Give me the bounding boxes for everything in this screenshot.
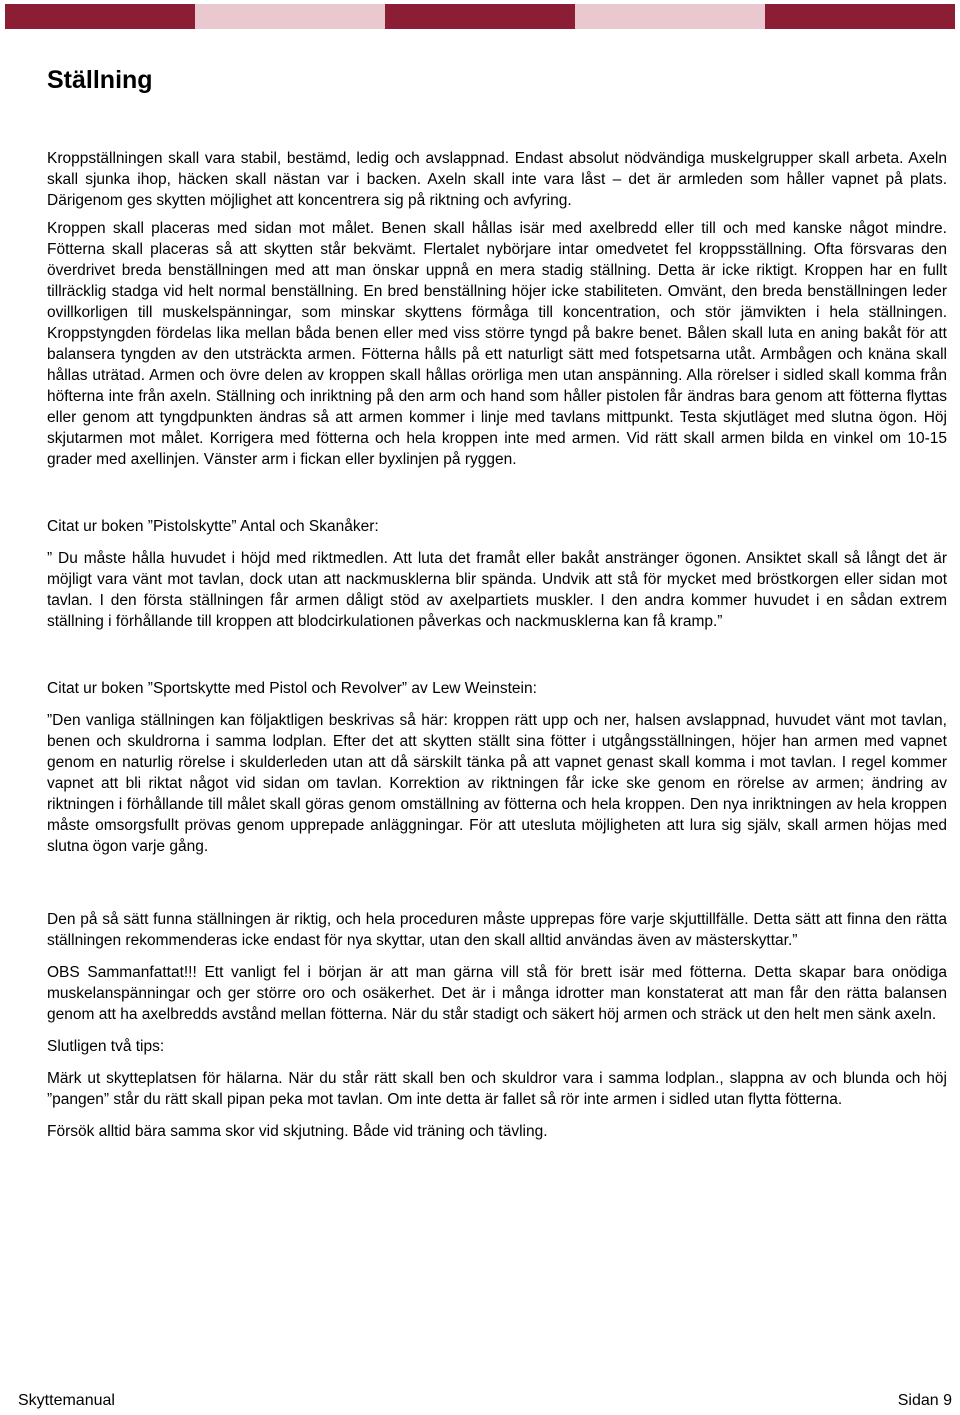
header-band-segment <box>765 4 955 29</box>
tips-heading: Slutligen två tips: <box>47 1038 165 1055</box>
paragraph-body-position: Kroppen skall placeras med sidan mot målet. Benen skall hållas isär med axelbredd eller till och med kanske något mindre. Fötterna skall placeras så att skytten står bekvämt. Flertalet nybörjare intar omedvetet fel kroppsställning. Ofta försvaras den överdrivet breda benställningen med att man önskar uppnå en mera stadig ställning. Detta är icke riktigt. Kroppen har en fullt tillräcklig stadga vid helt normal benställning. En bred benställning höjer icke stabiliteten. Omvänt, den breda benställningen leder ovillkorligen till muskelspänningar, som minskar skyttens förmåga till koncentration, och stör jämvikten i hela ställningen. Kroppstyngden fördelas lika mellan båda benen eller med viss större tyngd på bakre benet. Bålen skall luta en aning bakåt för att balansera tyngden av den utsträckta armen. Fötterna hålls på ett naturligt sätt med fotspetsarna utåt. Armbågen och knäna skall hållas uträtad. Armen och övre delen av kroppen skall hållas orörliga men utan anspänning. Alla rörelser i sidled skall komma från höfterna inte från axeln. Ställning och inriktning på den arm och hand som håller pistolen får ändras bara genom att fötterna flyttas eller genom att tyngdpunkten ändras så att armen kommer i linje med tavlans mittpunkt. Testa skjutläget med slutna ögon. Höj skjutarmen mot målet. Korrigera med fötterna och hela kroppen inte med armen. Vid rätt skall armen bilda en vinkel om 10-15 grader med axellinjen. Vänster arm i fickan eller byxlinjen på ryggen. <box>47 220 947 468</box>
tip-item: Märk ut skytteplatsen för hälarna. När du står rätt skall ben och skuldror vara i samma lodplan., slappna av och blunda och höj ”pangen” står du rätt skall pipan peka mot tavlan. Om inte detta är fallet så rör inte armen i sidled utan flytta fötterna. <box>47 1070 947 1108</box>
page-title: Ställning <box>47 66 153 94</box>
citation-heading: Citat ur boken ”Sportskytte med Pistol och Revolver” av Lew Weinstein: <box>47 680 537 697</box>
footer-page-number: Sidan 9 <box>897 1392 952 1409</box>
paragraph-procedure: Den på så sätt funna ställningen är riktig, och hela proceduren måste upprepas före varje skjuttillfälle. Detta sätt att finna den rätta ställningen rekommenderas icke endast för nya skyttar, utan den skall alltid användas även av mästerskyttar.” <box>47 911 947 949</box>
paragraph-intro: Kroppställningen skall vara stabil, bestämd, ledig och avslappnad. Endast absolut nödvändiga muskelgrupper skall arbeta. Axeln skall sjunka ihop, häcken skall nästan var i backen. Axeln skall inte vara låst – det är armleden som håller vapnet på plats. Därigenom ges skytten möjlighet att koncentrera sig på riktning och avfyring. <box>47 150 947 209</box>
footer-document-title: Skyttemanual <box>18 1392 115 1409</box>
document-body <box>47 148 947 1142</box>
header-band-segment <box>195 4 385 29</box>
header-band-segment <box>575 4 765 29</box>
tip-item: Försök alltid bära samma skor vid skjutning. Både vid träning och tävling. <box>47 1123 548 1140</box>
citation-text: ” Du måste hålla huvudet i höjd med riktmedlen. Att luta det framåt eller bakåt anstränger ögonen. Ansiktet skall så långt det är möjligt vara vänt mot tavlan, dock utan att nackmusklerna blir spända. Undvik att stå för mycket med bröstkorgen eller sidan mot tavlan. I den första ställningen får armen dåligt stöd av axelpartiets muskler. I den andra kommer huvudet i en sådan extrem ställning i förhållande till kroppen att blodcirkulationen påverkas och nackmusklerna kan få kramp.” <box>47 550 947 630</box>
header-band-segment <box>5 4 195 29</box>
paragraph-summary: OBS Sammanfattat!!! Ett vanligt fel i början är att man gärna vill stå för brett isär med fötterna. Detta skapar bara onödiga muskelanspänningar och ger större oro och osäkerhet. Det är i många idrotter man konstaterat att man får den rätta balansen genom att ha axelbredds avstånd mellan fötterna. När du står stadigt och säkert höj armen och sträck ut den helt men sänk axeln. <box>47 964 947 1023</box>
header-band-segment <box>385 4 575 29</box>
citation-heading: Citat ur boken ”Pistolskytte” Antal och Skanåker: <box>47 518 379 535</box>
citation-text: ”Den vanliga ställningen kan följaktligen beskrivas så här: kroppen rätt upp och ner, halsen avslappnad, huvudet vänt mot tavlan, benen och skuldrorna i samma lodplan. Efter det att skytten ställt sina fötter i utgångsställningen, höjer han armen med vapnet genom en naturlig rörelse i skulderleden utan att då särskilt tänka på att vapnet genast skall komma i mot tavlan. I regel kommer vapnet att bli riktat något vid sidan om tavlan. Korrektion av riktningen får icke ske genom en rörelse av armen; ändring av riktningen i förhållande till målet skall göras genom omställning av fötterna och hela kroppen. Den nya inriktningen av hela kroppen måste omsorgsfullt prövas genom upprepade anläggningar. För att utesluta möjligheten att lura sig själv, skall armen höjas med slutna ögon varje gång. <box>47 712 947 855</box>
header-band <box>5 4 955 29</box>
